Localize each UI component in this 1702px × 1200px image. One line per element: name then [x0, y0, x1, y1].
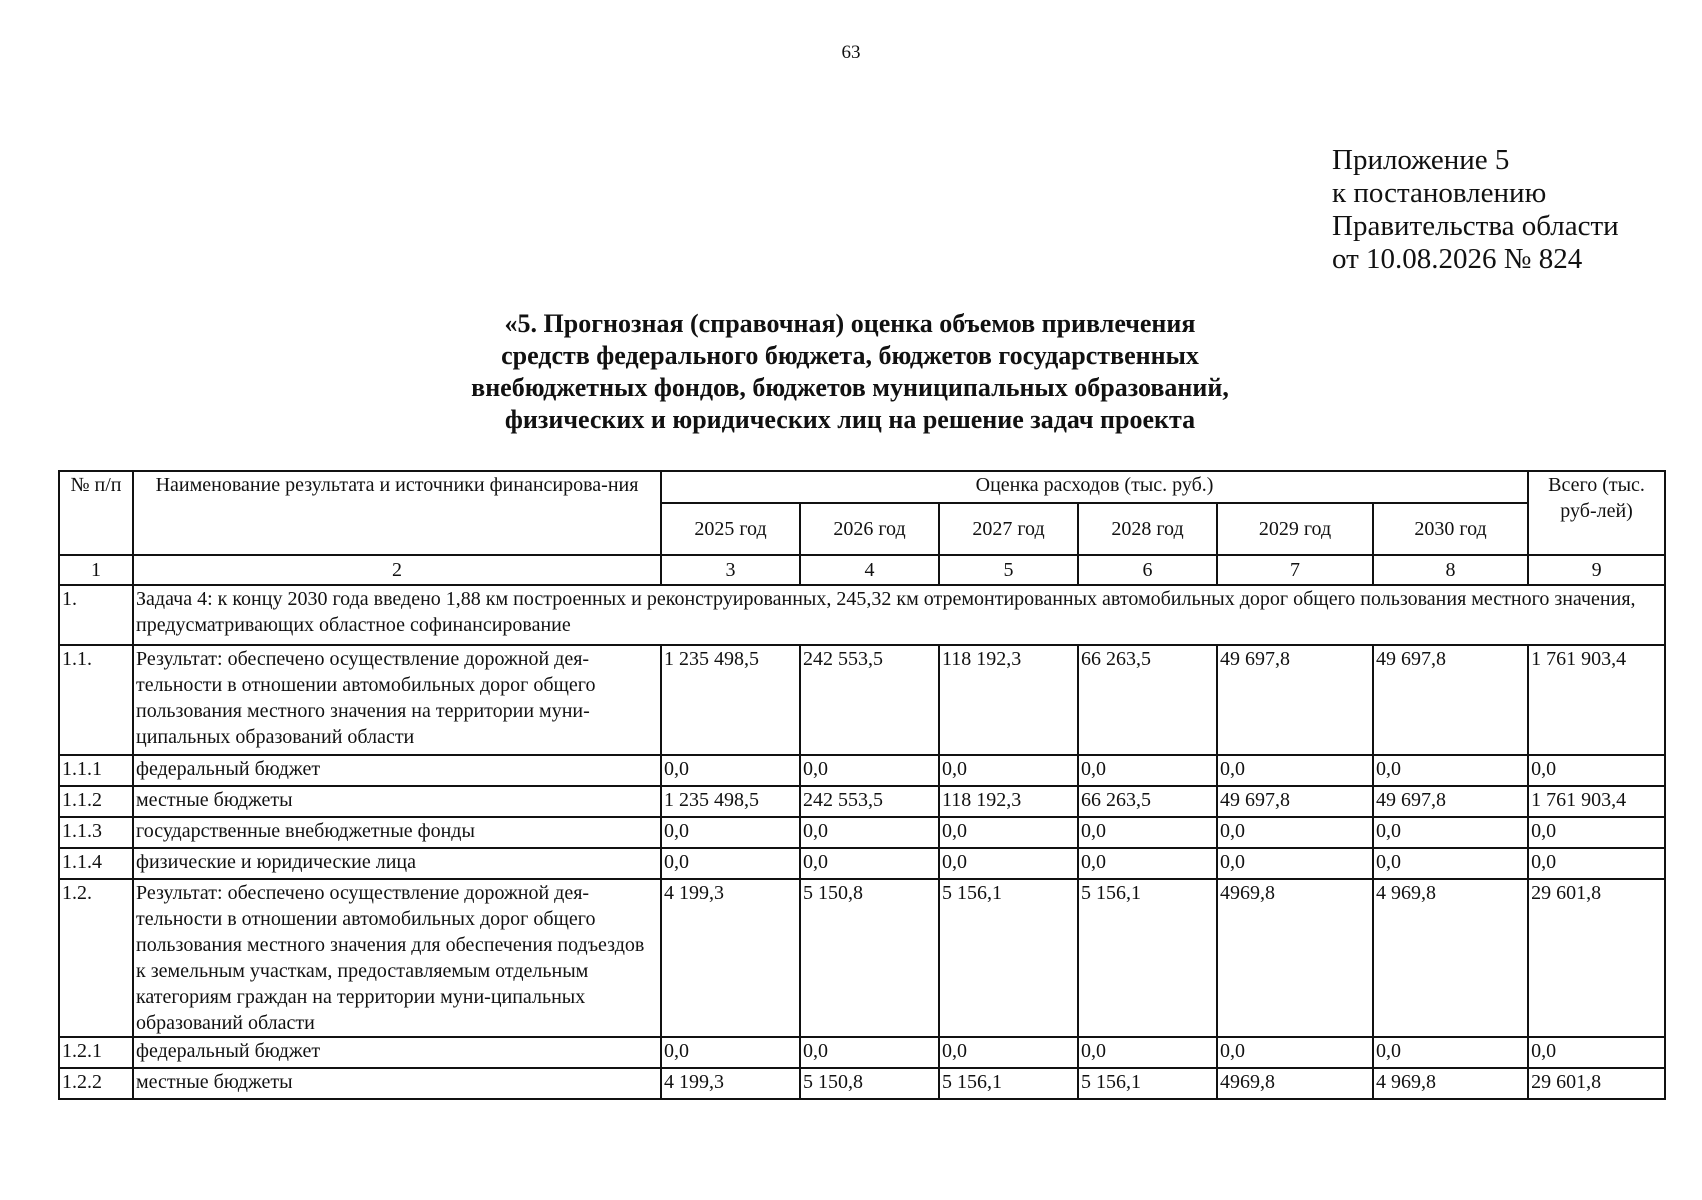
year-value-cell: 0,0	[800, 848, 939, 879]
total-value-cell: 29 601,8	[1528, 879, 1665, 1037]
year-value-cell: 0,0	[939, 848, 1078, 879]
row-name: государственные внебюджетные фонды	[133, 817, 661, 848]
table-row	[59, 786, 1665, 817]
document-title	[300, 308, 1400, 436]
total-value-cell: 0,0	[1528, 817, 1665, 848]
year-value-cell: 0,0	[1373, 848, 1528, 879]
row-number: 1.1.4	[59, 848, 133, 879]
total-value-cell: 0,0	[1528, 755, 1665, 786]
year-value-cell: 49 697,8	[1373, 645, 1528, 755]
year-value-cell: 118 192,3	[939, 786, 1078, 817]
total-value-cell: 1 761 903,4	[1528, 645, 1665, 755]
header-year: 2026 год	[800, 503, 939, 555]
table-row	[59, 848, 1665, 879]
year-value-cell: 0,0	[1217, 755, 1373, 786]
column-index: 8	[1373, 555, 1528, 585]
row-number: 1.2.1	[59, 1037, 133, 1068]
header-estimate: Оценка расходов (тыс. руб.)	[661, 471, 1528, 503]
row-name: физические и юридические лица	[133, 848, 661, 879]
table-row	[59, 645, 1665, 755]
row-name: Результат: обеспечено осуществление дорожной дея-тельности в отношении автомобильных дорог общего пользования местного значения для обеспечения подъездов к земельным участкам, предоставляемым отдельным категориям граждан на территории муни-ципальных образований области	[133, 879, 661, 1037]
year-value-cell: 0,0	[661, 755, 800, 786]
title-line: внебюджетных фондов, бюджетов муниципальных образований,	[471, 373, 1229, 402]
year-value-cell: 4 969,8	[1373, 1068, 1528, 1099]
title-line: средств федерального бюджета, бюджетов государственных	[501, 341, 1199, 370]
header-total: Всего (тыс. руб-лей)	[1528, 471, 1665, 555]
year-value-cell: 0,0	[939, 1037, 1078, 1068]
header-year: 2027 год	[939, 503, 1078, 555]
year-value-cell: 66 263,5	[1078, 786, 1217, 817]
row-name: Результат: обеспечено осуществление дорожной дея-тельности в отношении автомобильных дорог общего пользования местного значения на территории муни-ципальных образований области	[133, 645, 661, 755]
year-value-cell: 0,0	[1373, 817, 1528, 848]
row-name: местные бюджеты	[133, 786, 661, 817]
year-value-cell: 0,0	[800, 755, 939, 786]
header-name: Наименование результата и источники финансирова-ния	[133, 471, 661, 555]
year-value-cell: 5 150,8	[800, 1068, 939, 1099]
year-value-cell: 0,0	[800, 817, 939, 848]
header-year: 2030 год	[1373, 503, 1528, 555]
row-number: 1.2.2	[59, 1068, 133, 1099]
row-name: федеральный бюджет	[133, 755, 661, 786]
year-value-cell: 0,0	[939, 755, 1078, 786]
title-line: «5. Прогнозная (справочная) оценка объемов привлечения	[504, 309, 1196, 338]
row-number: 1.2.	[59, 879, 133, 1037]
appendix-line: Приложение 5	[1332, 144, 1510, 176]
year-value-cell: 5 156,1	[939, 879, 1078, 1037]
row-number: 1.1.2	[59, 786, 133, 817]
year-value-cell: 1 235 498,5	[661, 645, 800, 755]
total-value-cell: 1 761 903,4	[1528, 786, 1665, 817]
row-number: 1.1.	[59, 645, 133, 755]
year-value-cell: 118 192,3	[939, 645, 1078, 755]
column-index: 6	[1078, 555, 1217, 585]
year-value-cell: 1 235 498,5	[661, 786, 800, 817]
year-value-cell: 5 156,1	[1078, 879, 1217, 1037]
appendix-line: от 10.08.2026 № 824	[1332, 243, 1583, 275]
year-value-cell: 5 156,1	[1078, 1068, 1217, 1099]
year-value-cell: 4 199,3	[661, 879, 800, 1037]
year-value-cell: 4 199,3	[661, 1068, 800, 1099]
year-value-cell: 0,0	[800, 1037, 939, 1068]
column-index: 1	[59, 555, 133, 585]
row-name: федеральный бюджет	[133, 1037, 661, 1068]
page-number: 63	[841, 42, 861, 63]
total-value-cell: 0,0	[1528, 1037, 1665, 1068]
header-year: 2025 год	[661, 503, 800, 555]
task-row	[59, 585, 1665, 645]
year-value-cell: 0,0	[939, 817, 1078, 848]
year-value-cell: 242 553,5	[800, 786, 939, 817]
header-year: 2029 год	[1217, 503, 1373, 555]
year-value-cell: 0,0	[1078, 848, 1217, 879]
year-value-cell: 0,0	[661, 817, 800, 848]
year-value-cell: 0,0	[1373, 1037, 1528, 1068]
year-value-cell: 66 263,5	[1078, 645, 1217, 755]
column-index: 7	[1217, 555, 1373, 585]
column-index: 3	[661, 555, 800, 585]
total-value-cell: 29 601,8	[1528, 1068, 1665, 1099]
total-value-cell: 0,0	[1528, 848, 1665, 879]
appendix-line: к постановлению	[1332, 177, 1547, 209]
table-row	[59, 817, 1665, 848]
column-index: 5	[939, 555, 1078, 585]
row-number: 1.1.1	[59, 755, 133, 786]
year-value-cell: 4 969,8	[1373, 879, 1528, 1037]
task-number: 1.	[59, 585, 133, 645]
row-number: 1.1.3	[59, 817, 133, 848]
header-num: № п/п	[59, 471, 133, 555]
year-value-cell: 49 697,8	[1373, 786, 1528, 817]
appendix-block	[1332, 144, 1619, 276]
year-value-cell: 0,0	[1217, 817, 1373, 848]
column-index: 2	[133, 555, 661, 585]
year-value-cell: 0,0	[1373, 755, 1528, 786]
year-value-cell: 5 156,1	[939, 1068, 1078, 1099]
year-value-cell: 242 553,5	[800, 645, 939, 755]
header-year: 2028 год	[1078, 503, 1217, 555]
row-name: местные бюджеты	[133, 1068, 661, 1099]
year-value-cell: 4969,8	[1217, 1068, 1373, 1099]
table-row	[59, 755, 1665, 786]
year-value-cell: 49 697,8	[1217, 645, 1373, 755]
year-value-cell: 0,0	[1217, 848, 1373, 879]
year-value-cell: 49 697,8	[1217, 786, 1373, 817]
title-line: физических и юридических лиц на решение задач проекта	[504, 405, 1196, 434]
table-row	[59, 1068, 1665, 1099]
year-value-cell: 5 150,8	[800, 879, 939, 1037]
table-row	[59, 879, 1665, 1037]
year-value-cell: 0,0	[1078, 817, 1217, 848]
column-index: 9	[1528, 555, 1665, 585]
column-index: 4	[800, 555, 939, 585]
table-row	[59, 1037, 1665, 1068]
year-value-cell: 0,0	[1078, 1037, 1217, 1068]
year-value-cell: 0,0	[1078, 755, 1217, 786]
year-value-cell: 4969,8	[1217, 879, 1373, 1037]
budget-table	[58, 470, 1666, 1100]
task-text: Задача 4: к концу 2030 года введено 1,88 км построенных и реконструированных, 245,32 км отремонтированных автомобильных дорог общего пользования местного значения, предусматривающих областное софинансирование	[133, 585, 1665, 645]
year-value-cell: 0,0	[661, 1037, 800, 1068]
year-value-cell: 0,0	[1217, 1037, 1373, 1068]
year-value-cell: 0,0	[661, 848, 800, 879]
appendix-line: Правительства области	[1332, 210, 1619, 242]
